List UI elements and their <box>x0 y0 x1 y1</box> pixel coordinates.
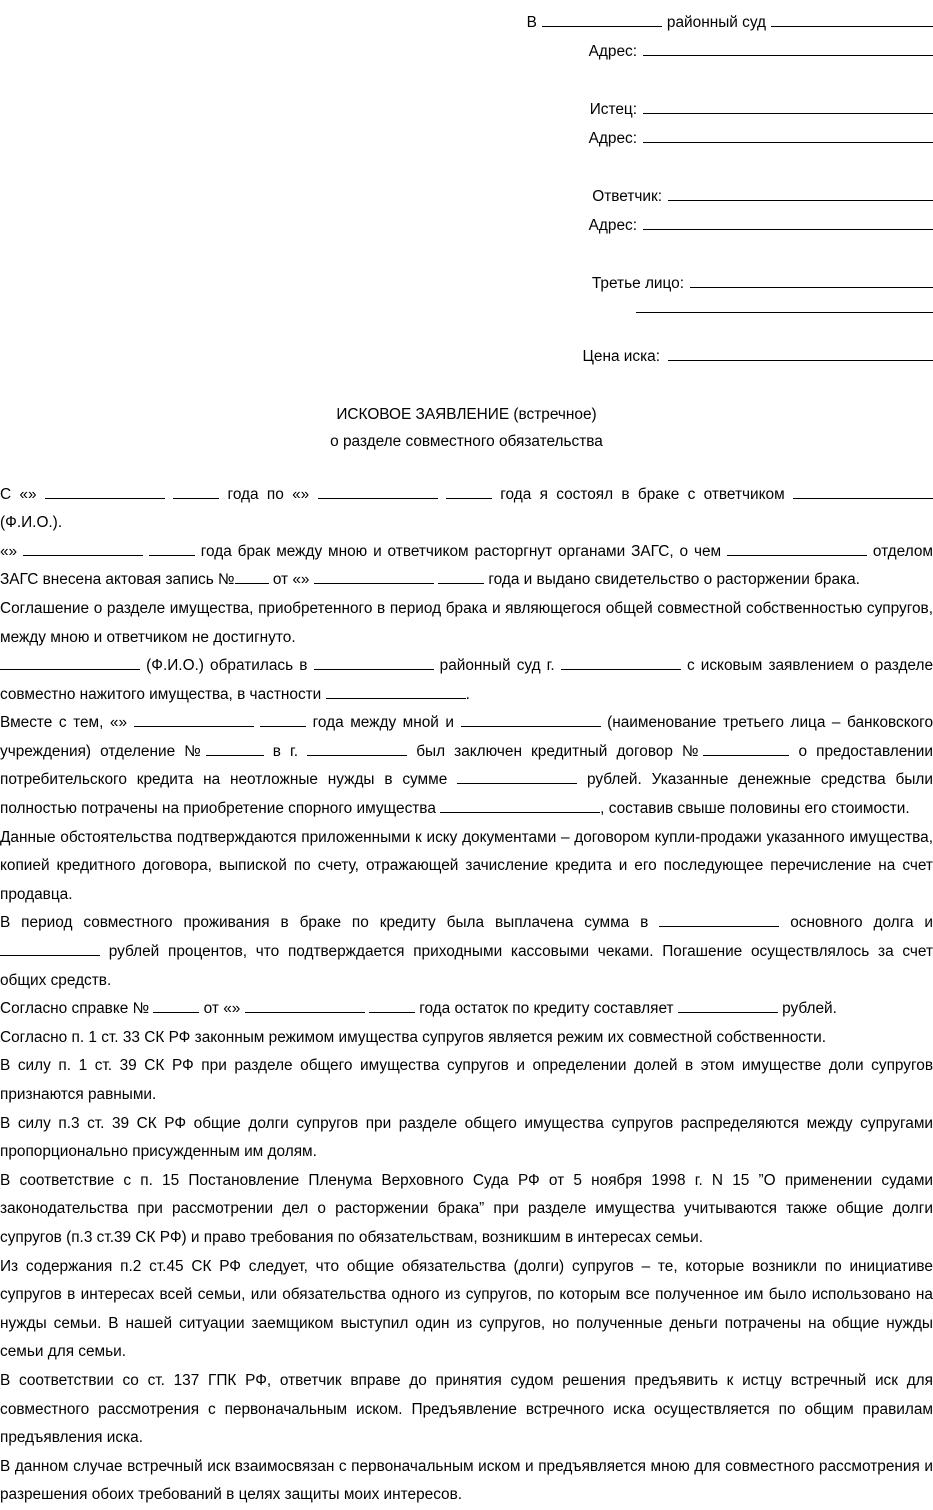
p1-text-b: года по «» <box>227 485 310 503</box>
plaintiff-address-line <box>0 124 933 153</box>
document-title-line-1: ИСКОВОЕ ЗАЯВЛЕНИЕ (встречное) <box>336 405 597 423</box>
p5-text-d: в г. <box>272 742 298 760</box>
marriage-end-year-blank[interactable] <box>446 484 492 498</box>
defendant-address-blank[interactable] <box>643 215 933 230</box>
p5-text-b: года между мной и <box>312 714 455 732</box>
certificate-month-blank[interactable] <box>245 999 365 1013</box>
claim-price-label: Цена иска: <box>582 347 660 365</box>
p7-text-b: основного долга и <box>790 914 933 932</box>
court-suffix-label: районный суд <box>666 14 766 31</box>
bank-city-blank[interactable] <box>307 742 407 756</box>
p1-text-c: года я состоял в браке с ответчиком <box>500 485 785 503</box>
paragraph-divorce-registration <box>0 538 933 595</box>
bank-name-blank[interactable] <box>461 713 601 727</box>
p5-text-e: был заключен кредитный договор № <box>416 742 704 760</box>
paragraph-article-33-sk: Согласно п. 1 ст. 33 СК РФ законным режимом имущества супругов является режим их совместной собственности. <box>0 1028 827 1046</box>
defendant-address-line <box>0 211 933 240</box>
original-court-blank[interactable] <box>314 656 434 670</box>
divorce-year-blank[interactable] <box>149 542 195 556</box>
marriage-start-month-blank[interactable] <box>45 484 165 498</box>
court-address-blank[interactable] <box>643 41 933 56</box>
spacer-after-plaintiff <box>0 153 933 182</box>
paragraph-supporting-documents: Данные обстоятельства подтверждаются приложенными к иску документами – договором купли-продажи указанного имущества, копией кредитного договора, выпиской по счету, отражающей зачисление кредита и его последующее перечисление на счет продавца. <box>0 828 933 903</box>
court-name-blank[interactable] <box>542 12 662 27</box>
divorce-month-blank[interactable] <box>23 542 143 556</box>
document-title <box>0 401 933 455</box>
marriage-end-month-blank[interactable] <box>318 484 438 498</box>
paragraph-plenum-resolution-15: В соответствие с п. 15 Постановление Пленума Верховного Суда РФ от 5 ноября 1998 г. N 15 ”О применении судами законодательства при рассмотрении дел о расторжении брака” при разделе имущества учитываются также общие долги супругов (п.3 ст.39 СК РФ) и право требования по обязательствам, возникшим в интересах семьи. <box>0 1171 933 1246</box>
p5-text-a: Вместе с тем, «» <box>0 714 128 732</box>
court-line <box>0 8 933 37</box>
p2-text-a: «» <box>0 542 18 560</box>
p4-text-a: (Ф.И.О.) обратилась в <box>146 657 308 675</box>
defendant-address-label: Адрес: <box>588 217 637 234</box>
p1-text-a: С «» <box>0 485 37 503</box>
p1-text-d: (Ф.И.О.). <box>0 514 63 532</box>
paragraph-article-137-gpk: В соответствии со ст. 137 ГПК РФ, ответчик вправе до принятия судом решения предъявить к истцу встречный иск для совместного рассмотрения с первоначальным иском. Предъявление встречного иска осуществляется по общим правилам предъявления иска. <box>0 1371 933 1447</box>
defendant-name-blank[interactable] <box>668 186 933 201</box>
p2-text-b: года брак между мною и ответчиком расторгнут органами ЗАГС, о чем <box>200 542 722 560</box>
paragraph-article-39-p1-sk: В силу п. 1 ст. 39 СК РФ при разделе общего имущества супругов и определении долей в этом имуществе доли супругов признаются равными. <box>0 1057 933 1104</box>
credit-sum-blank[interactable] <box>457 770 577 784</box>
plaintiff-line <box>0 95 933 124</box>
paragraph-payments-made <box>0 909 933 995</box>
p5-text-f: о предоставлении потребительского кредита на неотложные нужды в сумме <box>0 742 933 789</box>
certificate-number-blank[interactable] <box>153 999 199 1013</box>
court-address-label: Адрес: <box>588 43 637 60</box>
defendant-label: Ответчик: <box>592 188 662 205</box>
act-record-year-blank[interactable] <box>438 570 484 584</box>
plaintiff-label: Истец: <box>589 101 637 118</box>
paragraph-original-claim <box>0 652 933 709</box>
p4-text-c: с исковым заявлением о разделе совместно нажитого имущества, в частности <box>0 657 933 703</box>
p4-text-b: районный суд г. <box>439 657 555 675</box>
act-record-number-blank[interactable] <box>235 570 269 584</box>
zags-department-blank[interactable] <box>727 542 867 556</box>
p8-text-b: от «» <box>203 1000 241 1018</box>
paragraph-counterclaim-justification: В данном случае встречный иск взаимосвязан с первоначальным иском и предъявляется мною для совместного рассмотрения и разрешения обоих требований в целях защиты моих интересов. <box>0 1457 933 1504</box>
third-party-line <box>0 269 933 298</box>
paragraph-article-39-p3-sk: В силу п.3 ст. 39 СК РФ общие долги супругов при разделе общего имущества супругов распределяются между супругами пропорционально присужденным им долям. <box>0 1114 933 1161</box>
paragraph-credit-balance <box>0 995 933 1024</box>
court-prefix-label: В <box>526 14 537 31</box>
claim-price-line <box>0 342 933 371</box>
act-record-month-blank[interactable] <box>314 570 434 584</box>
third-party-blank-2[interactable] <box>636 298 933 313</box>
spacer-after-defendant <box>0 240 933 269</box>
original-court-city-blank[interactable] <box>561 656 681 670</box>
credit-year-blank[interactable] <box>260 713 306 727</box>
p8-text-d: рублей. <box>782 1000 837 1018</box>
plaintiff-address-label: Адрес: <box>588 130 637 147</box>
p7-text-c: рублей процентов, что подтверждается приходными кассовыми чеками. Погашение осуществлялось за счет общих средств. <box>0 943 933 989</box>
principal-paid-blank[interactable] <box>659 913 779 927</box>
p5-text-g: рублей. Указанные денежные средства были полностью потрачены на приобретение спорного имущества <box>0 771 933 818</box>
interest-paid-blank[interactable] <box>0 942 100 956</box>
document-body <box>0 481 933 1510</box>
plaintiff-name-blank[interactable] <box>643 99 933 114</box>
p2-text-e: года и выдано свидетельство о расторжении брака. <box>488 571 860 589</box>
claimant-fio-blank[interactable] <box>0 656 140 670</box>
third-party-blank[interactable] <box>690 273 933 288</box>
third-party-line-continued <box>0 298 933 313</box>
p4-text-d: . <box>465 685 470 703</box>
paragraph-marriage-period <box>0 481 933 538</box>
credit-balance-blank[interactable] <box>678 999 778 1013</box>
purchased-property-blank[interactable] <box>440 799 600 813</box>
credit-contract-number-blank[interactable] <box>703 742 789 756</box>
court-city-blank[interactable] <box>771 12 933 27</box>
paragraph-no-agreement: Соглашение о разделе имущества, приобретенного в период брака и являющегося общей совместной собственностью супругов, между мною и ответчиком не достигнуто. <box>0 599 933 646</box>
p8-text-a: Согласно справке № <box>0 1000 150 1018</box>
p5-text-c: (наименование третьего лица – банковского учреждения) отделение № <box>0 714 933 760</box>
p7-text-a: В период совместного проживания в браке по кредиту была выплачена сумма в <box>0 914 649 932</box>
third-party-label: Третье лицо: <box>591 275 684 292</box>
court-address-line <box>0 37 933 66</box>
certificate-year-blank[interactable] <box>369 999 415 1013</box>
spacer-after-court <box>0 66 933 95</box>
p2-text-d: от «» <box>272 571 310 589</box>
spacer-after-third-party <box>0 313 933 342</box>
bank-branch-number-blank[interactable] <box>206 742 264 756</box>
marriage-start-year-blank[interactable] <box>173 484 219 498</box>
paragraph-credit-agreement <box>0 709 933 823</box>
defendant-fio-blank[interactable] <box>793 484 933 498</box>
p8-text-c: года остаток по кредиту составляет <box>419 1000 674 1018</box>
paragraph-article-45-p2-sk: Из содержания п.2 ст.45 СК РФ следует, что общие обязательства (долги) супругов – те, которые возникли по инициативе супругов в интересах всей семьи, или обязательства одного из супругов, по которым все полученное им было использовано на нужды семьи. В нашей ситуации заемщиком выступил один из супругов, но полученные деньги потрачены на общие нужды семьи для семьи. <box>0 1257 933 1361</box>
property-description-blank[interactable] <box>326 684 466 698</box>
claim-price-blank[interactable] <box>668 346 933 361</box>
p2-text-c: отделом ЗАГС внесена актовая запись № <box>0 542 933 589</box>
defendant-line <box>0 182 933 211</box>
court-addressing-block <box>0 6 933 371</box>
document-title-line-2: о разделе совместного обязательства <box>330 432 603 450</box>
credit-month-blank[interactable] <box>134 713 254 727</box>
p5-text-h: , составив свыше половины его стоимости. <box>600 800 910 818</box>
plaintiff-address-blank[interactable] <box>643 128 933 143</box>
